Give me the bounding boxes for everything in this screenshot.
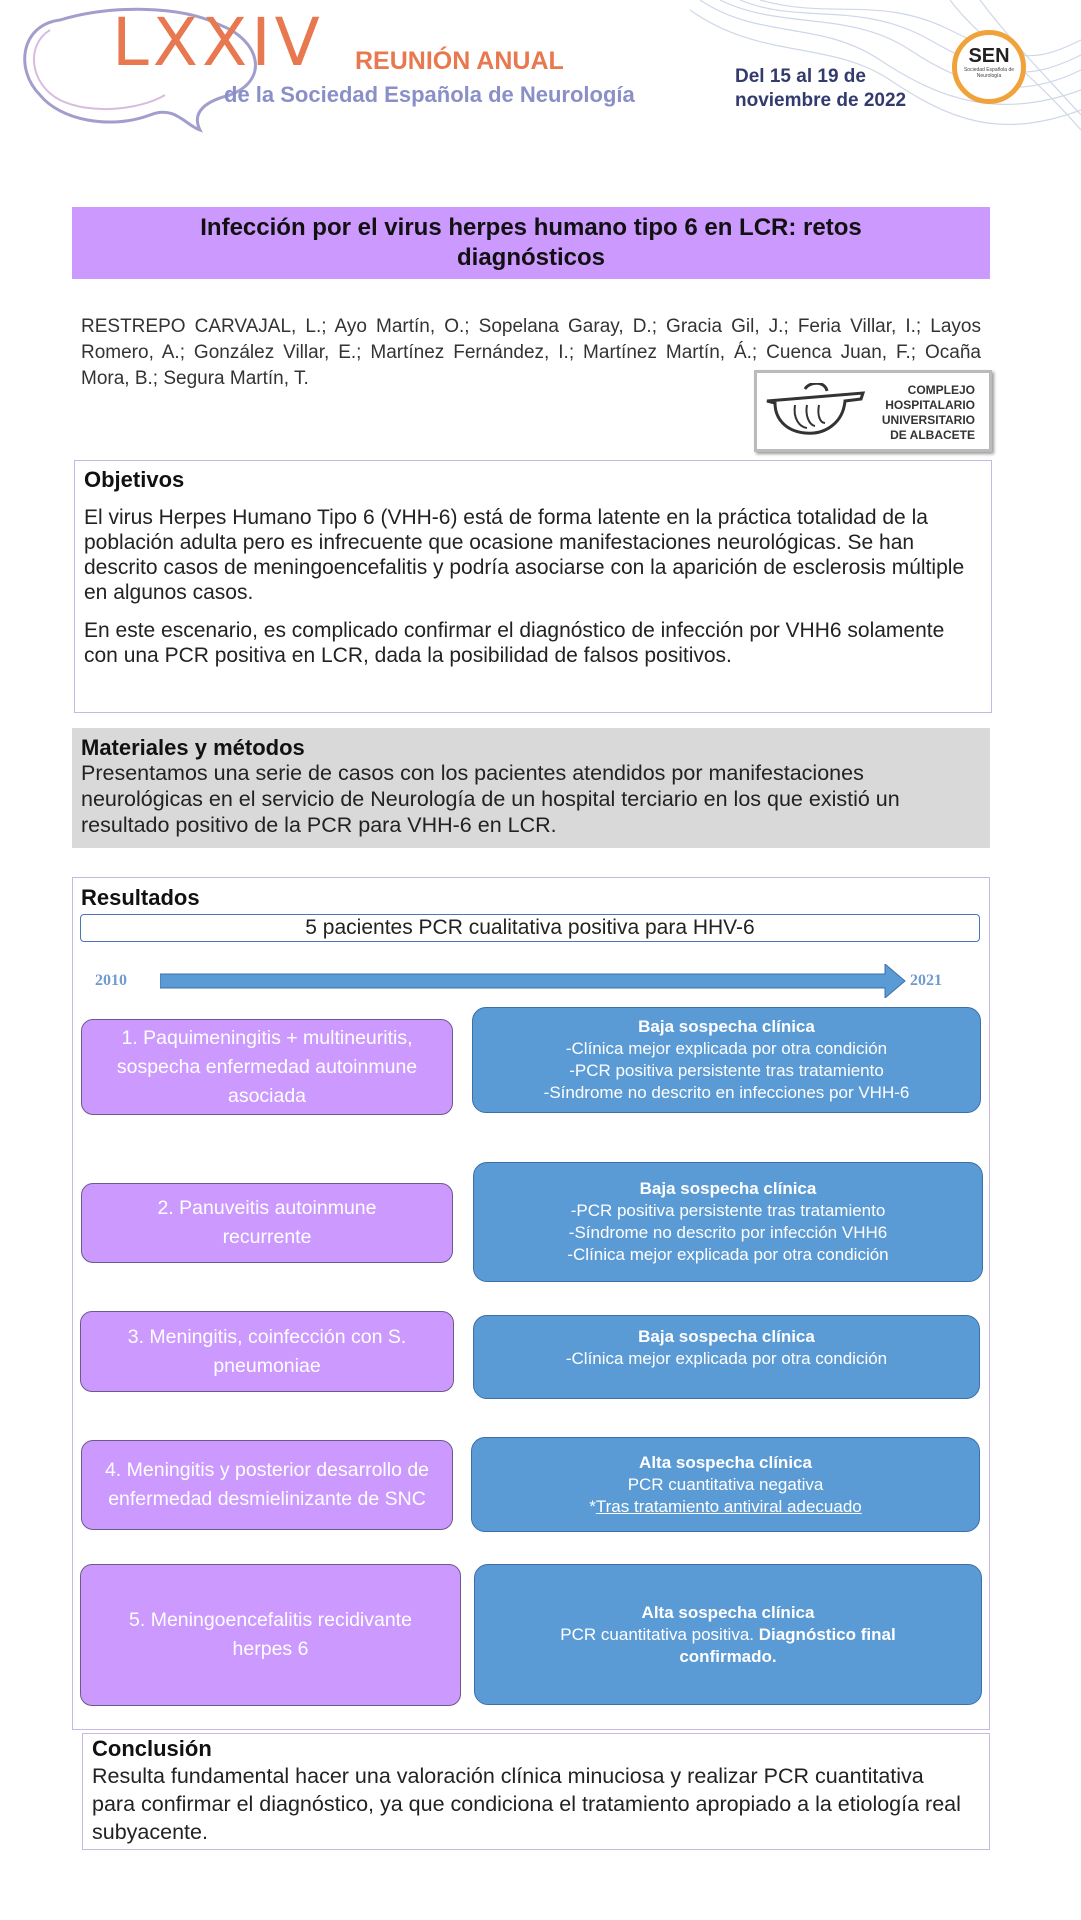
- society-name: de la Sociedad Española de Neurología: [224, 82, 635, 107]
- meeting-dates: Del 15 al 19 de noviembre de 2022: [735, 66, 907, 111]
- timeline-arrow: [160, 964, 906, 998]
- meeting-title: REUNIÓN ANUAL: [355, 47, 564, 75]
- poster-title: Infección por el virus herpes humano tipo 6 en LCR: retos diagnósticos: [200, 214, 862, 271]
- assessment-title: Baja sospecha clínica: [639, 1179, 817, 1198]
- methods-body: Presentamos una serie de casos con los pacientes atendidos por manifestaciones neurológicas en el servicio de Neurología de un hospital terciario en los que existió un resultado positivo de la PCR para VHH-6 en LCR.: [81, 761, 900, 837]
- final-diagnosis: Diagnóstico final confirmado.: [679, 1624, 896, 1666]
- edition-numeral: LXXIV: [112, 4, 324, 81]
- mortar-icon: [765, 383, 865, 441]
- assessment-box-2: Baja sospecha clínica -PCR positiva persistente tras tratamiento -Síndrome no descrito por infección VHH6 -Clínica mejor explicada por otra condición: [473, 1162, 983, 1282]
- case-box-1: 1. Paquimeningitis + multineuritis, sospecha enfermedad autoinmune asociada: [81, 1019, 453, 1115]
- case-box-3: 3. Meningitis, coinfección con S. pneumoniae: [80, 1311, 454, 1392]
- objectives-paragraph-1: El virus Herpes Humano Tipo 6 (VHH-6) está de forma latente en la práctica totalidad de la población adulta pero es infrecuente que ocasione manifestaciones neurológicas. Se han descrito casos de meningoencefalitis y podría asociarse con la aparición de esclerosis múltiple en algunos casos.: [84, 506, 965, 604]
- objectives-section: [74, 460, 992, 713]
- assessment-title: Alta sospecha clínica: [641, 1602, 815, 1622]
- timeline-start-year: 2010: [95, 972, 127, 989]
- antiviral-note: Tras tratamiento antiviral adecuado: [595, 1496, 862, 1516]
- timeline-end-year: 2021: [910, 972, 942, 989]
- assessment-title: Alta sospecha clínica: [639, 1452, 812, 1472]
- results-heading: Resultados: [81, 885, 200, 910]
- assessment-box-4: Alta sospecha clínica PCR cuantitativa negativa *Tras tratamiento antiviral adecuado: [471, 1437, 980, 1532]
- conclusion-heading: Conclusión: [92, 1736, 212, 1761]
- objectives-heading: Objetivos: [84, 467, 185, 492]
- pcr-summary-bar: 5 pacientes PCR cualitativa positiva para HHV-6: [80, 914, 980, 942]
- objectives-paragraph-2: En este escenario, es complicado confirmar el diagnóstico de infección por VHH6 solamente con una PCR positiva en LCR, dada la posibilidad de falsos positivos.: [84, 619, 945, 667]
- assessment-box-3: Baja sospecha clínica -Clínica mejor explicada por otra condición: [473, 1315, 980, 1399]
- hospital-name: COMPLEJO HOSPITALARIO UNIVERSITARIO DE ALBACETE: [881, 383, 975, 442]
- case-box-4: 4. Meningitis y posterior desarrollo de enfermedad desmielinizante de SNC: [81, 1440, 453, 1530]
- poster-title-band: [72, 207, 990, 279]
- methods-section: [72, 728, 990, 848]
- poster-header: [0, 0, 1081, 140]
- methods-heading: Materiales y métodos: [81, 735, 305, 760]
- hospital-logo: [754, 370, 992, 452]
- author-list: RESTREPO CARVAJAL, L.; Ayo Martín, O.; Sopelana Garay, D.; Gracia Gil, J.; Feria Villar, I.; Layos Romero, A.; González Villar, E.; Martínez Fernández, I.; Martínez Martín, Á.; Cuenca Juan, F.; Ocaña Mora, B.; Segura Martín, T.: [81, 316, 981, 389]
- case-box-5: 5. Meningoencefalitis recidivante herpes 6: [80, 1564, 461, 1706]
- conclusion-body: Resulta fundamental hacer una valoración clínica minuciosa y realizar PCR cuantitativa para confirmar el diagnóstico, ya que condiciona el tratamiento apropiado a la etiología real subyacente.: [92, 1764, 961, 1844]
- case-box-2: 2. Panuveitis autoinmune recurrente: [81, 1183, 453, 1263]
- assessment-title: Baja sospecha clínica: [638, 1017, 815, 1036]
- assessment-box-1: Baja sospecha clínica -Clínica mejor explicada por otra condición -PCR positiva persistente tras tratamiento -Síndrome no descrito en infecciones por VHH-6: [472, 1007, 981, 1113]
- assessment-box-5: Alta sospecha clínica PCR cuantitativa positiva. Diagnóstico final confirmado.: [474, 1564, 982, 1705]
- conclusion-section: [82, 1733, 990, 1850]
- sen-logo: SEN Sociedad Española de Neurología: [952, 30, 1026, 104]
- assessment-title: Baja sospecha clínica: [638, 1327, 815, 1346]
